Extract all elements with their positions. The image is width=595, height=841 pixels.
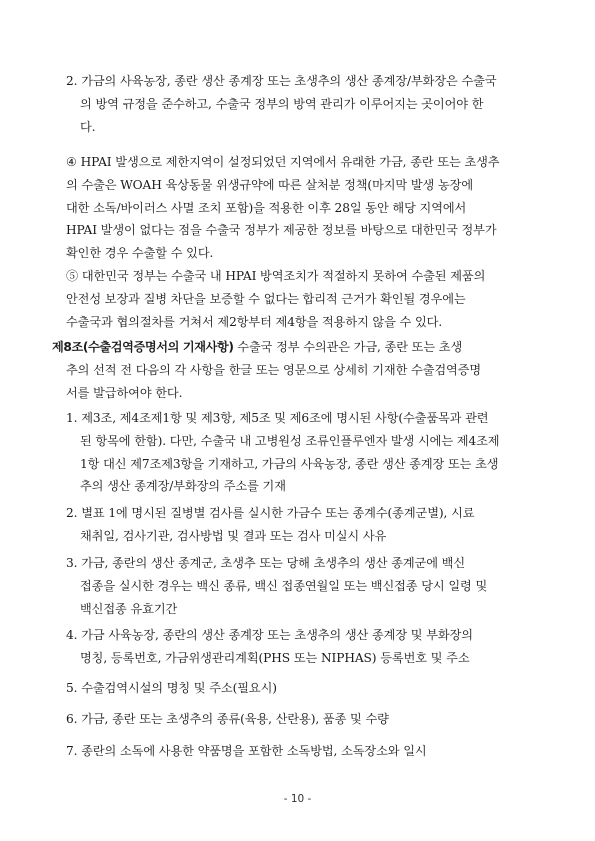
text-line: 2. 별표 1에 명시된 질병별 검사를 실시한 가금수 또는 종계수(종계군별), 시료 [66,506,475,520]
article-8-heading: 제8조(수출검역증명서의 기재사항) [52,340,234,354]
text-line: 의 방역 규정을 준수하고, 수출국 정부의 방역 관리가 이루어지는 곳이어야 한 [80,96,484,111]
text-line: HPAI 발생이 없다는 점을 수출국 정부가 제공한 정보를 바탕으로 대한민국 정부가 [66,223,497,238]
text-line: 1항 대신 제7조제3항을 기재하고, 가금의 사육농장, 종란 생산 종계장 또는 초생 [80,456,499,471]
text-line: 4. 가금 사육농장, 종란의 생산 종계장 또는 초생추의 생산 종계장 및 부화장의 [66,628,473,642]
text-line: 추의 생산 종계장/부화장의 주소를 기재 [80,479,286,494]
text-line: 대한 소독/바이러스 사멸 조치 포함)을 적용한 이후 28일 동안 해당 지역에서 [66,200,467,215]
text-line: 된 항목에 한함). 다만, 수출국 내 고병원성 조류인플루엔자 발생 시에는 제4조제 [80,433,500,448]
page-number: - 10 - [283,793,312,805]
text-line: 백신접종 유효기간 [80,601,178,616]
text-line: 추의 선적 전 다음의 각 사항을 한글 또는 영문으로 상세히 기재한 수출검역증명 [66,362,482,377]
text-line: 3. 가금, 종란의 생산 종계군, 초생추 또는 당해 초생추의 생산 종계군에 백신 [66,556,466,570]
text-line: 채취일, 검사기관, 검사방법 및 결과 또는 검사 미실시 사유 [80,528,387,543]
list-item-3 [66,552,544,620]
text-line: 2. 가금의 사육농장, 종란 생산 종계장 또는 초생추의 생산 종계장/부화장은 수출국 [66,74,497,88]
text-line: 수출국과 협의절차를 거쳐서 제2항부터 제4항을 적용하지 않을 수 있다. [66,314,443,329]
text-line: 1. 제3조, 제4조제1항 및 제3항, 제5조 및 제6조에 명시된 사항(수출품목과 관련 [66,411,489,425]
list-item-6 [66,708,544,731]
text-line: 5. 수출검역시설의 명칭 및 주소(필요시) [66,681,277,695]
text-line: 수출국 정부 수의관은 가금, 종란 또는 초생 [233,340,463,354]
list-item-4 [66,624,544,670]
clause-2-paragraph [66,70,544,138]
list-item-1 [66,407,544,498]
text-line: 의 수출은 WOAH 육상동물 위생규약에 따른 살처분 정책(마지막 발생 농장에 [66,177,474,192]
list-item-5 [66,677,544,700]
text-line: 다. [80,119,96,134]
clause-4-paragraph [66,151,544,265]
text-line: 7. 종란의 소독에 사용한 약품명을 포함한 소독방법, 소독장소와 일시 [66,744,427,758]
list-item-2 [66,502,544,548]
list-item-7 [66,740,544,763]
text-line: ⑤ 대한민국 정부는 수출국 내 HPAI 방역조치가 적절하지 못하여 수출된 제품의 [66,269,486,283]
text-line: 서를 발급하여야 한다. [66,385,183,400]
text-line: 안전성 보장과 질병 차단을 보증할 수 없다는 합리적 근거가 확인될 경우에는 [66,291,466,306]
text-line: 확인한 경우 수출할 수 있다. [66,246,214,261]
text-line: ④ HPAI 발생으로 제한지역이 설정되었던 지역에서 유래한 가금, 종란 또는 초생추 [66,155,500,169]
text-line: 접종을 실시한 경우는 백신 종류, 백신 접종연월일 또는 백신접종 당시 일령 및 [80,578,488,593]
text-line: 명칭, 등록번호, 가금위생관리계획(PHS 또는 NIPHAS) 등록번호 및 주소 [80,650,470,665]
article-8-paragraph [52,336,544,404]
clause-5-paragraph [66,265,544,333]
text-line: 6. 가금, 종란 또는 초생추의 종류(육용, 산란용), 품종 및 수량 [66,712,389,726]
